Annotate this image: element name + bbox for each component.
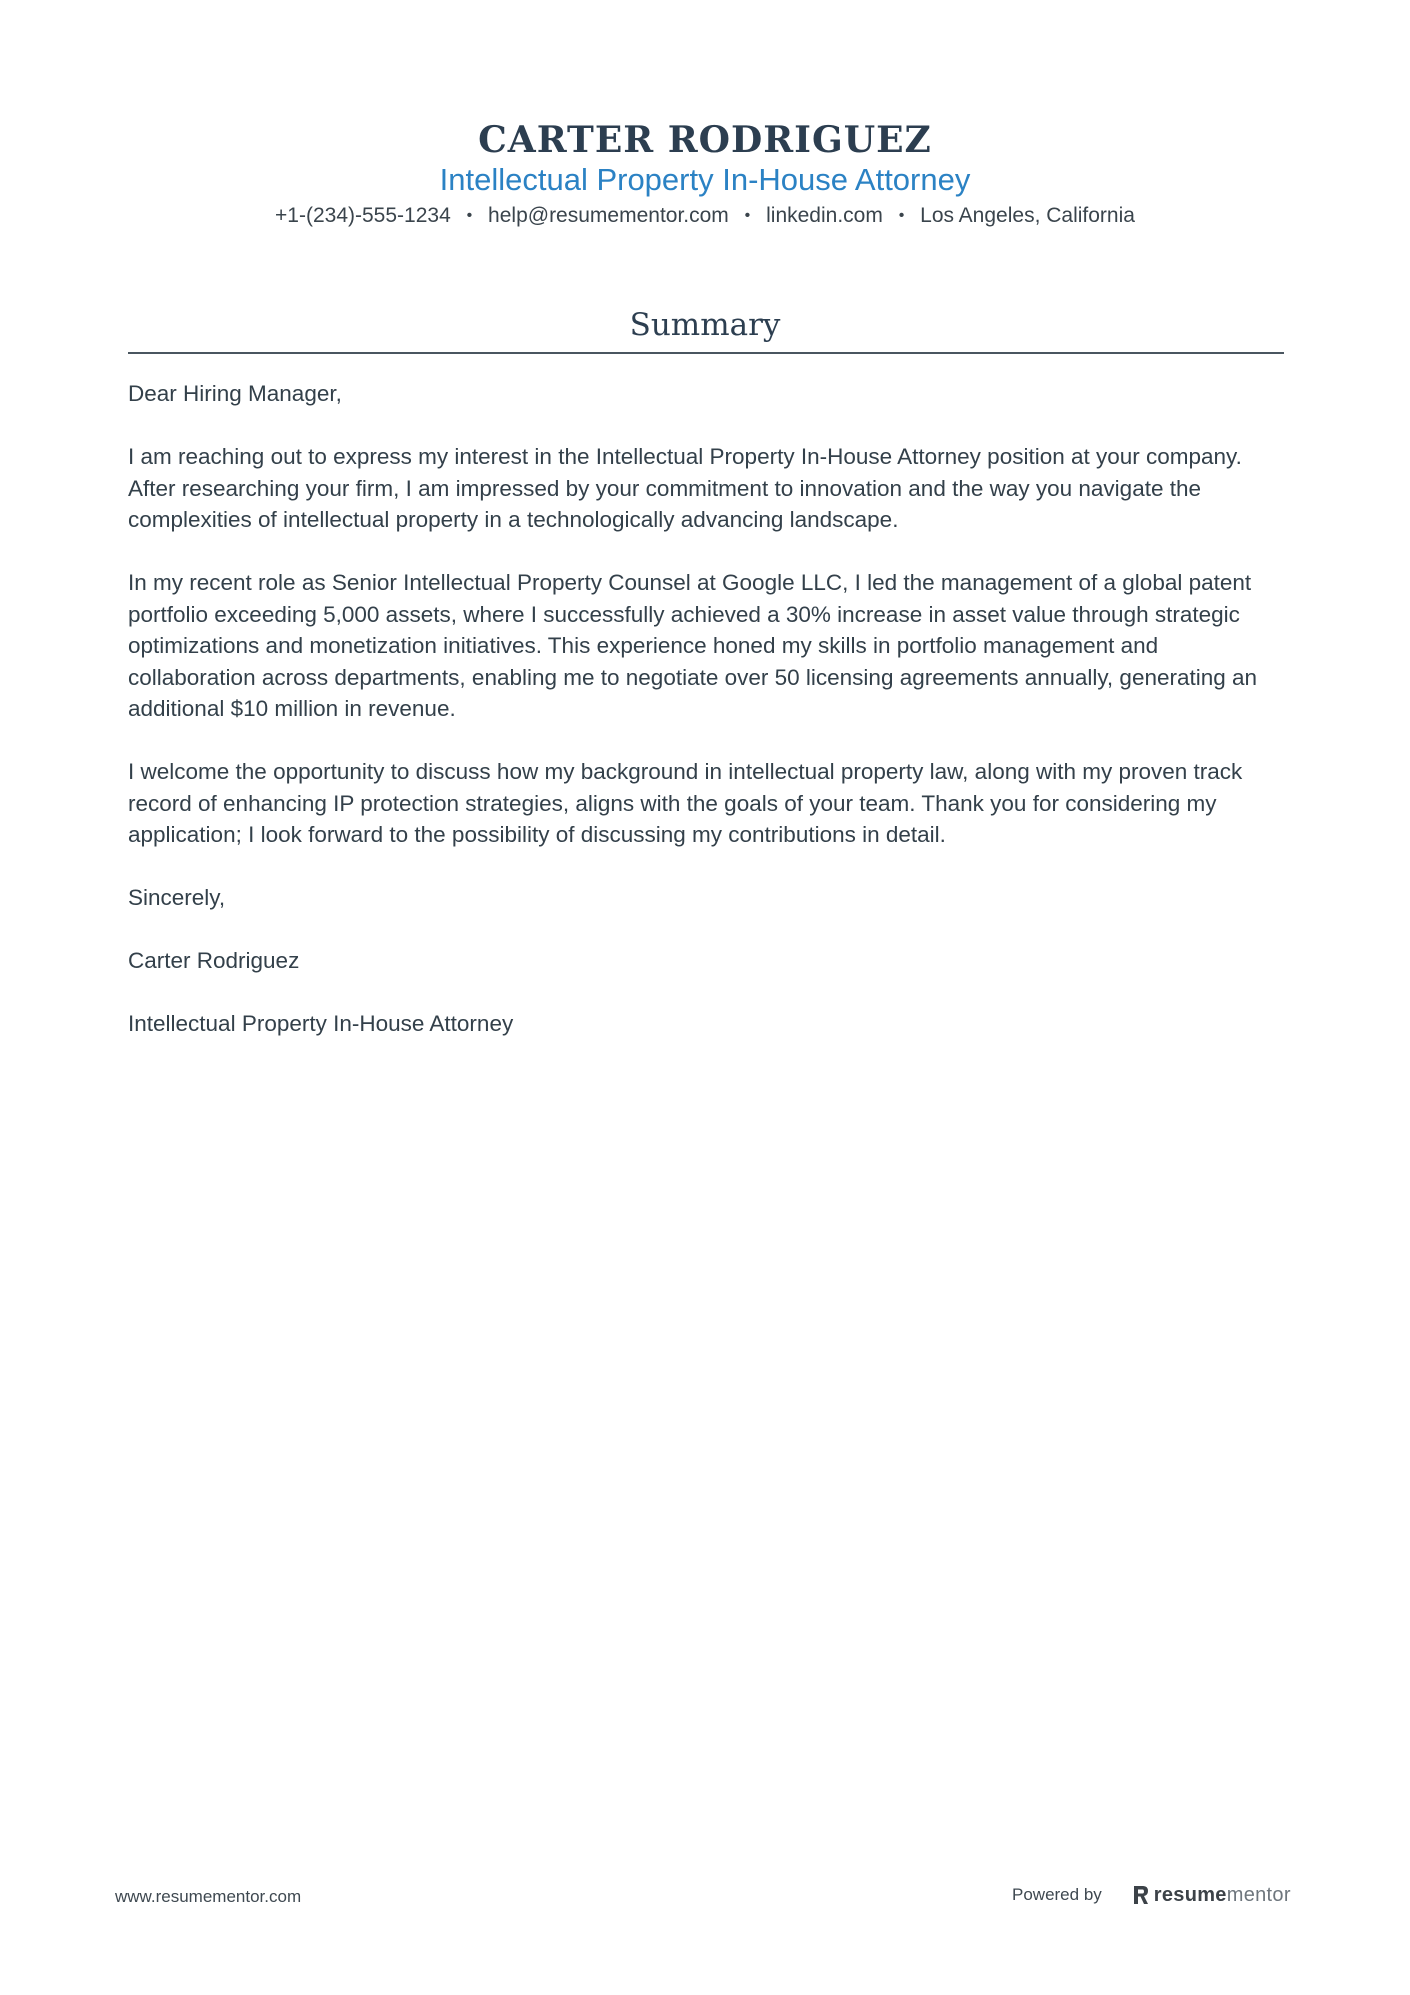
letter-greeting: Dear Hiring Manager,: [128, 381, 342, 406]
candidate-name: CARTER RODRIGUEZ: [478, 119, 932, 161]
brand-part-resume: resume: [1153, 1883, 1227, 1906]
letter-closing: Sincerely,: [128, 885, 226, 910]
contact-separator: •: [744, 207, 751, 224]
resumementor-logo-icon: [1132, 1884, 1150, 1906]
header: [0, 118, 1410, 230]
letter-signature-name: Carter Rodriguez: [128, 948, 300, 973]
powered-by-label: Powered by: [1012, 1885, 1102, 1904]
footer-website[interactable]: www.resumementor.com: [115, 1887, 302, 1906]
contact-linkedin[interactable]: linkedin.com: [766, 204, 883, 227]
contact-phone: +1-(234)-555-1234: [275, 204, 451, 227]
section-divider: [128, 352, 1284, 354]
letter-paragraph-3: I welcome the opportunity to discuss how my background in intellectual property law, along with my proven track record of enhancing IP protection strategies, aligns with the goals of your team. Thank you for considering my application; I look forward to the possibility of discussing my contributions in detail.: [128, 759, 1243, 847]
letter-signature-title: Intellectual Property In-House Attorney: [128, 1011, 514, 1036]
letter-paragraph-1: I am reaching out to express my interest in the Intellectual Property In-House Attorney position at your company. After researching your firm, I am impressed by your commitment to innovation and the way you navigate the complexities of intellectual property in a technologically advancing landscape.: [128, 444, 1242, 532]
contact-separator: •: [466, 207, 473, 224]
contact-separator: •: [898, 207, 905, 224]
brand-part-mentor: mentor: [1226, 1883, 1291, 1906]
candidate-title: Intellectual Property In-House Attorney: [439, 162, 971, 197]
letter-paragraph-2: In my recent role as Senior Intellectual Property Counsel at Google LLC, I led the management of a global patent portfolio exceeding 5,000 assets, where I successfully achieved a 30% increase in asset value through strategic optimizations and monetization initiatives. This experience honed my skills in portfolio management and collaboration across departments, enabling me to negotiate over 50 licensing agreements annually, generating an additional $10 million in revenue.: [128, 570, 1258, 721]
letter-body: [128, 378, 1288, 1071]
contact-email[interactable]: help@resumementor.com: [488, 204, 729, 227]
contact-location: Los Angeles, California: [920, 204, 1135, 227]
section-title-summary: Summary: [629, 307, 781, 343]
footer-powered-by: [1012, 1882, 1291, 1908]
contact-line: [0, 202, 1410, 230]
brand-logo-text[interactable]: [1154, 1884, 1291, 1907]
